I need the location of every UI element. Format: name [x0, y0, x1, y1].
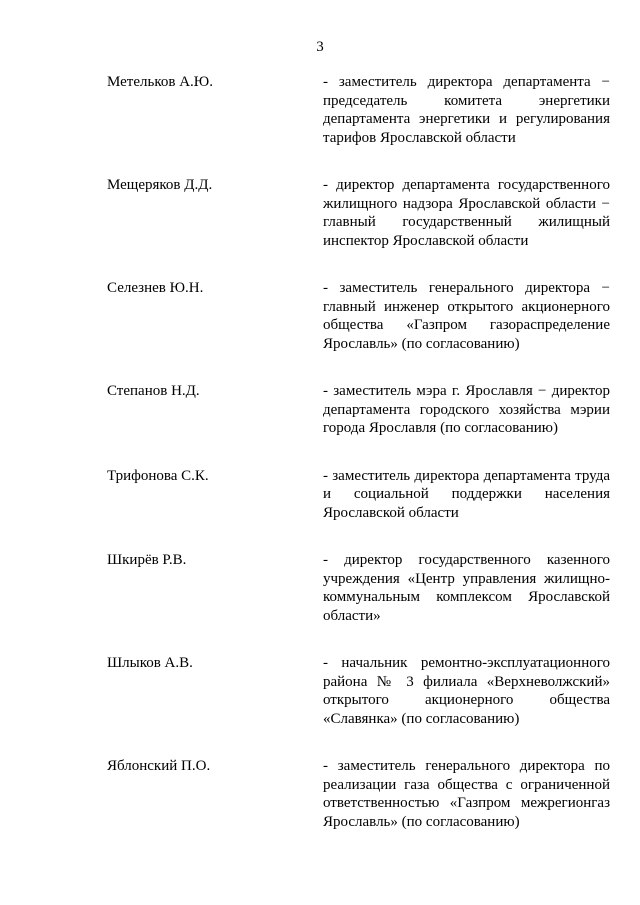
member-name: Мещеряков Д.Д. — [107, 177, 213, 193]
member-entry — [107, 73, 610, 147]
member-position: - заместитель генерального директора по реализации газа общества с ограниченной ответственностью «Газпром межрегионгаз Ярославль» (по согласованию) — [323, 758, 610, 830]
member-name: Шкирёв Р.В. — [107, 552, 187, 568]
member-position: - заместитель мэра г. Ярославля − директор департамента городского хозяйства мэрии города Ярославля (по согласованию) — [323, 383, 610, 436]
member-position: - начальник ремонтно-эксплуатационного района № 3 филиала «Верхневолжский» открытого акционерного общества «Славянка» (по согласованию) — [323, 655, 610, 727]
member-position: - заместитель директора департамента труда и социальной поддержки населения Ярославской области — [323, 467, 610, 521]
member-entry — [107, 757, 610, 831]
member-entry — [107, 654, 610, 728]
member-list — [107, 73, 610, 860]
member-entry — [107, 551, 610, 625]
member-position: - заместитель генерального директора − главный инженер открытого акционерного общества «Газпром газораспределение Ярославль» (по согласованию) — [323, 280, 610, 352]
member-name: Шлыков А.В. — [107, 655, 193, 671]
member-name: Яблонский П.О. — [107, 758, 211, 774]
member-entry — [107, 176, 610, 250]
member-position: - заместитель директора департамента − председатель комитета энергетики департамента энергетики и регулирования тарифов Ярославской области — [323, 74, 610, 146]
member-name: Селезнев Ю.Н. — [107, 280, 204, 296]
member-name: Метельков А.Ю. — [107, 74, 213, 90]
member-position: - директор департамента государственного жилищного надзора Ярославской области − главный государственный жилищный инспектор Ярославской области — [323, 177, 610, 249]
member-name: Трифонова С.К. — [107, 467, 209, 484]
member-entry — [107, 279, 610, 353]
member-position: - директор государственного казенного учреждения «Центр управления жилищно-коммунальным комплексом Ярославской области» — [323, 552, 610, 624]
member-entry — [107, 382, 610, 438]
member-name: Степанов Н.Д. — [107, 383, 200, 399]
page-number: 3 — [316, 39, 324, 55]
member-entry — [107, 467, 610, 523]
